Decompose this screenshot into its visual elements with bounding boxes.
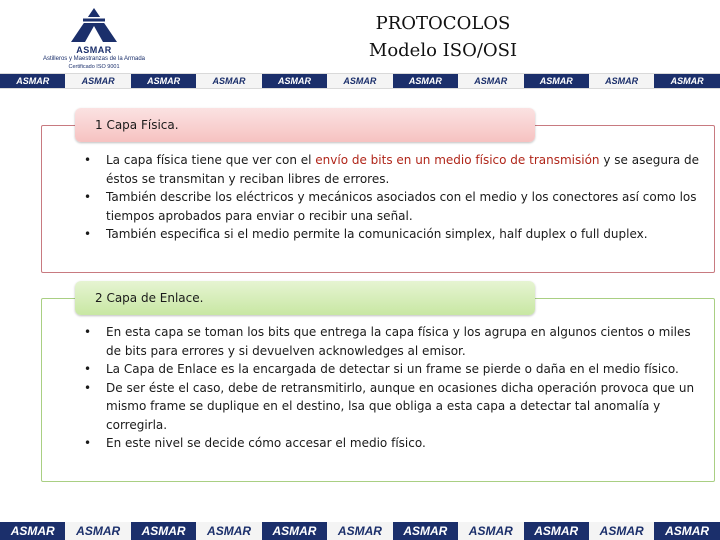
- brand-strip-tile: ASMAR: [393, 74, 458, 88]
- asmar-logo: [24, 8, 164, 68]
- brand-strip-tile: ASMAR: [654, 522, 719, 540]
- section-1-bullet-1: [84, 151, 704, 188]
- section-1-heading-text: 1 Capa Física.: [95, 118, 179, 132]
- section-2-heading-text: 2 Capa de Enlace.: [95, 291, 204, 305]
- bullet-text: También describe los eléctricos y mecánicos asociados con el medio y los conectores así como los tiempos aprobados para enviar o recibir una señal.: [106, 190, 697, 223]
- brand-strip-tile: ASMAR: [0, 522, 65, 540]
- bullet-text: En esta capa se toman los bits que entrega la capa física y los agrupa en algunos cientos o miles de bits para errores y si devuelven acknowledges al emisor.: [106, 325, 691, 358]
- brand-strip-tile: ASMAR: [654, 74, 719, 88]
- brand-strip-tile: ASMAR: [524, 522, 589, 540]
- brand-strip-tile: ASMAR: [131, 74, 196, 88]
- brand-strip-tile: ASMAR: [65, 522, 130, 540]
- bullet-dot: •: [84, 153, 92, 167]
- section-2-bullet-4: [84, 434, 704, 453]
- brand-strip-tile: ASMAR: [131, 522, 196, 540]
- section-2-bullet-1: [84, 323, 704, 360]
- title-line-1: PROTOCOLOS: [375, 13, 511, 34]
- brand-strip-tile: ASMAR: [196, 74, 261, 88]
- bullet-dot: •: [84, 325, 92, 339]
- section-2-content: [84, 323, 704, 453]
- bullet-text-post: y se asegura de éstos se transmitan y reciban libres de errores.: [106, 153, 700, 186]
- logo-subtitle: Astilleros y Maestranzas de la Armada: [42, 56, 146, 62]
- brand-strip-tile: ASMAR: [327, 74, 392, 88]
- section-2-heading: [75, 281, 535, 315]
- bullet-dot: •: [84, 436, 92, 450]
- asmar-a-emblem-icon: [70, 8, 118, 42]
- section-1-bullet-2: [84, 188, 704, 225]
- brand-strip-tile: ASMAR: [524, 74, 589, 88]
- bullet-dot: •: [84, 227, 92, 241]
- brand-strip-bottom: [0, 522, 720, 540]
- logo-brand: ASMAR: [76, 45, 112, 55]
- brand-strip-tile: ASMAR: [589, 74, 654, 88]
- section-1-content: [84, 151, 704, 244]
- brand-strip-tile: ASMAR: [262, 74, 327, 88]
- brand-strip-tile: ASMAR: [327, 522, 392, 540]
- brand-strip-tile: ASMAR: [458, 522, 523, 540]
- section-2-bullet-2: [84, 360, 704, 379]
- bullet-text: También especifica si el medio permite la comunicación simplex, half duplex o full duplex.: [106, 227, 648, 241]
- bullet-text: De ser éste el caso, debe de retransmitirlo, aunque en ocasiones dicha operación provoca que un mismo frame se duplique en el destino, lsa que obliga a esta capa a detectar tal anomalía y corregirla.: [106, 380, 695, 432]
- brand-strip-tile: ASMAR: [589, 522, 654, 540]
- bullet-text: En este nivel se decide cómo accesar el medio físico.: [106, 436, 426, 450]
- bullet-dot: •: [84, 190, 92, 204]
- section-1-bullet-3: [84, 225, 704, 244]
- bullet-text: La Capa de Enlace es la encargada de detectar si un frame se pierde o daña en el medio físico.: [106, 362, 679, 376]
- brand-strip-tile: ASMAR: [0, 74, 65, 88]
- brand-strip-tile: ASMAR: [458, 74, 523, 88]
- logo-certified: Certificado ISO 9001: [68, 64, 120, 70]
- section-1-heading: [75, 108, 535, 142]
- section-2-bullet-3: [84, 379, 704, 435]
- bullet-text-pre: La capa física tiene que ver con el: [106, 153, 316, 167]
- slide-title: [330, 10, 556, 64]
- brand-strip-tile: ASMAR: [65, 74, 130, 88]
- brand-strip-tile: ASMAR: [393, 522, 458, 540]
- bullet-text-highlight: envío de bits en un medio físico de transmisión: [315, 153, 600, 167]
- bullet-dot: •: [84, 362, 92, 376]
- title-line-2: Modelo ISO/OSI: [368, 40, 518, 61]
- brand-strip-tile: ASMAR: [262, 522, 327, 540]
- bullet-dot: •: [84, 380, 92, 395]
- brand-strip-top: [0, 73, 720, 89]
- brand-strip-tile: ASMAR: [196, 522, 261, 540]
